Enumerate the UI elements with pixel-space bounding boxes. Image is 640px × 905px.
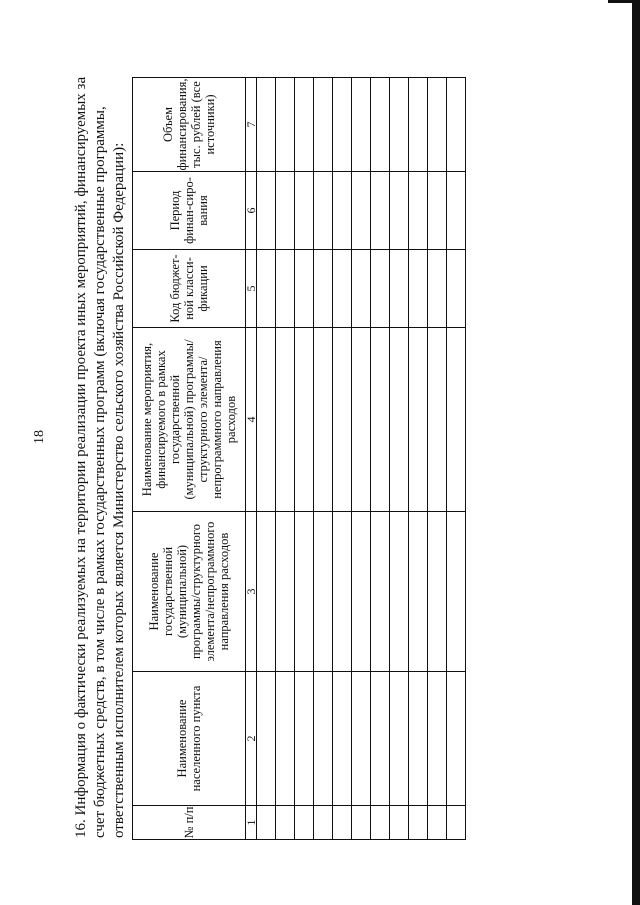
table-cell [314,672,333,806]
section-heading: 16. Информация о фактически реализуемых на территории реализации проекта иных мероприятий, финансируемых за счет бюджетных средств, в том числе в рамках государственных программ (включая государственные программы, ответственным исполнителем которых является Министерство сельского хозяйства Российской Федерации): [73,76,127,838]
table-cell [295,512,314,672]
table-cell [257,672,276,806]
table-row [295,78,314,840]
page-number: 18 [32,430,47,444]
table-cell [371,250,390,328]
table-cell [428,78,447,172]
table-cell [333,78,352,172]
table-cell [409,806,428,840]
column-number-row [246,78,257,840]
table-cell [257,512,276,672]
table-cell [257,78,276,172]
table-cell [428,328,447,512]
table-cell [333,250,352,328]
table-cell [295,806,314,840]
table-cell [333,172,352,250]
table-cell [371,512,390,672]
table-cell [333,672,352,806]
table-cell [276,672,295,806]
table-cell [390,250,409,328]
table-cell [428,672,447,806]
table-cell [314,172,333,250]
table-cell [409,78,428,172]
table-cell [333,512,352,672]
header-cell: Наименование населенного пункта [133,672,246,806]
table-cell [390,806,409,840]
table-cell [276,512,295,672]
column-number: 5 [246,250,257,328]
table-cell [371,806,390,840]
table-cell [447,672,466,806]
table-cell [314,512,333,672]
table-cell [409,172,428,250]
table-cell [314,250,333,328]
table-cell [371,78,390,172]
table-cell [447,328,466,512]
table-cell [276,328,295,512]
table-cell [352,672,371,806]
header-cell: Код бюджет-ной класси-фикации [133,250,246,328]
table-cell [447,78,466,172]
table-cell [390,78,409,172]
table-cell [428,172,447,250]
page-edge-top [608,0,640,3]
table-cell [352,806,371,840]
table-cell [276,78,295,172]
table-row [352,78,371,840]
table-cell [371,172,390,250]
table-cell [428,250,447,328]
table-cell [447,172,466,250]
header-cell: № п/п [133,806,246,840]
table-cell [352,512,371,672]
table-cell [428,512,447,672]
table-row [409,78,428,840]
table-cell [314,328,333,512]
table-cell [409,250,428,328]
table-row [390,78,409,840]
table-cell [409,328,428,512]
table-row [371,78,390,840]
table-cell [390,172,409,250]
table-cell [276,806,295,840]
column-number: 1 [246,806,257,840]
table-cell [428,806,447,840]
rotated-content [72,0,482,840]
table-cell [352,172,371,250]
column-number: 6 [246,172,257,250]
table-cell [295,172,314,250]
column-number: 2 [246,672,257,806]
table-cell [390,328,409,512]
table-cell [352,250,371,328]
header-cell: Наименование мероприятия, финансируемого в рамках государственной (муниципальной) программы/структурного элемента/непрограммного направления расходов [133,328,246,512]
table-cell [447,512,466,672]
column-number: 3 [246,512,257,672]
header-cell: Период финан-сиро-вания [133,172,246,250]
table-cell [276,172,295,250]
activities-table [132,77,466,840]
table-cell [333,328,352,512]
table-cell [371,328,390,512]
table-cell [333,806,352,840]
table-cell [276,250,295,328]
table-cell [352,78,371,172]
table-cell [257,172,276,250]
table-cell [295,250,314,328]
table-cell [409,672,428,806]
header-cell: Наименование государственной (муниципальной) программы/структурного элемента/непрограммного направления расходов [133,512,246,672]
table-cell [390,672,409,806]
table-cell [390,512,409,672]
header-cell: Объем финансирования, тыс. рублей (все источники) [133,78,246,172]
table-row [257,78,276,840]
table-row [428,78,447,840]
table-cell [295,672,314,806]
table-cell [295,328,314,512]
table-cell [409,512,428,672]
table-row [447,78,466,840]
table-cell [447,250,466,328]
table-row [276,78,295,840]
page-edge [632,0,640,905]
column-number: 4 [246,328,257,512]
table-row [333,78,352,840]
table-cell [352,328,371,512]
table-cell [257,806,276,840]
table-cell [257,328,276,512]
table-cell [295,78,314,172]
table-cell [314,78,333,172]
table-cell [314,806,333,840]
header-row [133,78,246,840]
table-cell [257,250,276,328]
table-cell [371,672,390,806]
column-number: 7 [246,78,257,172]
table-cell [447,806,466,840]
table-row [314,78,333,840]
